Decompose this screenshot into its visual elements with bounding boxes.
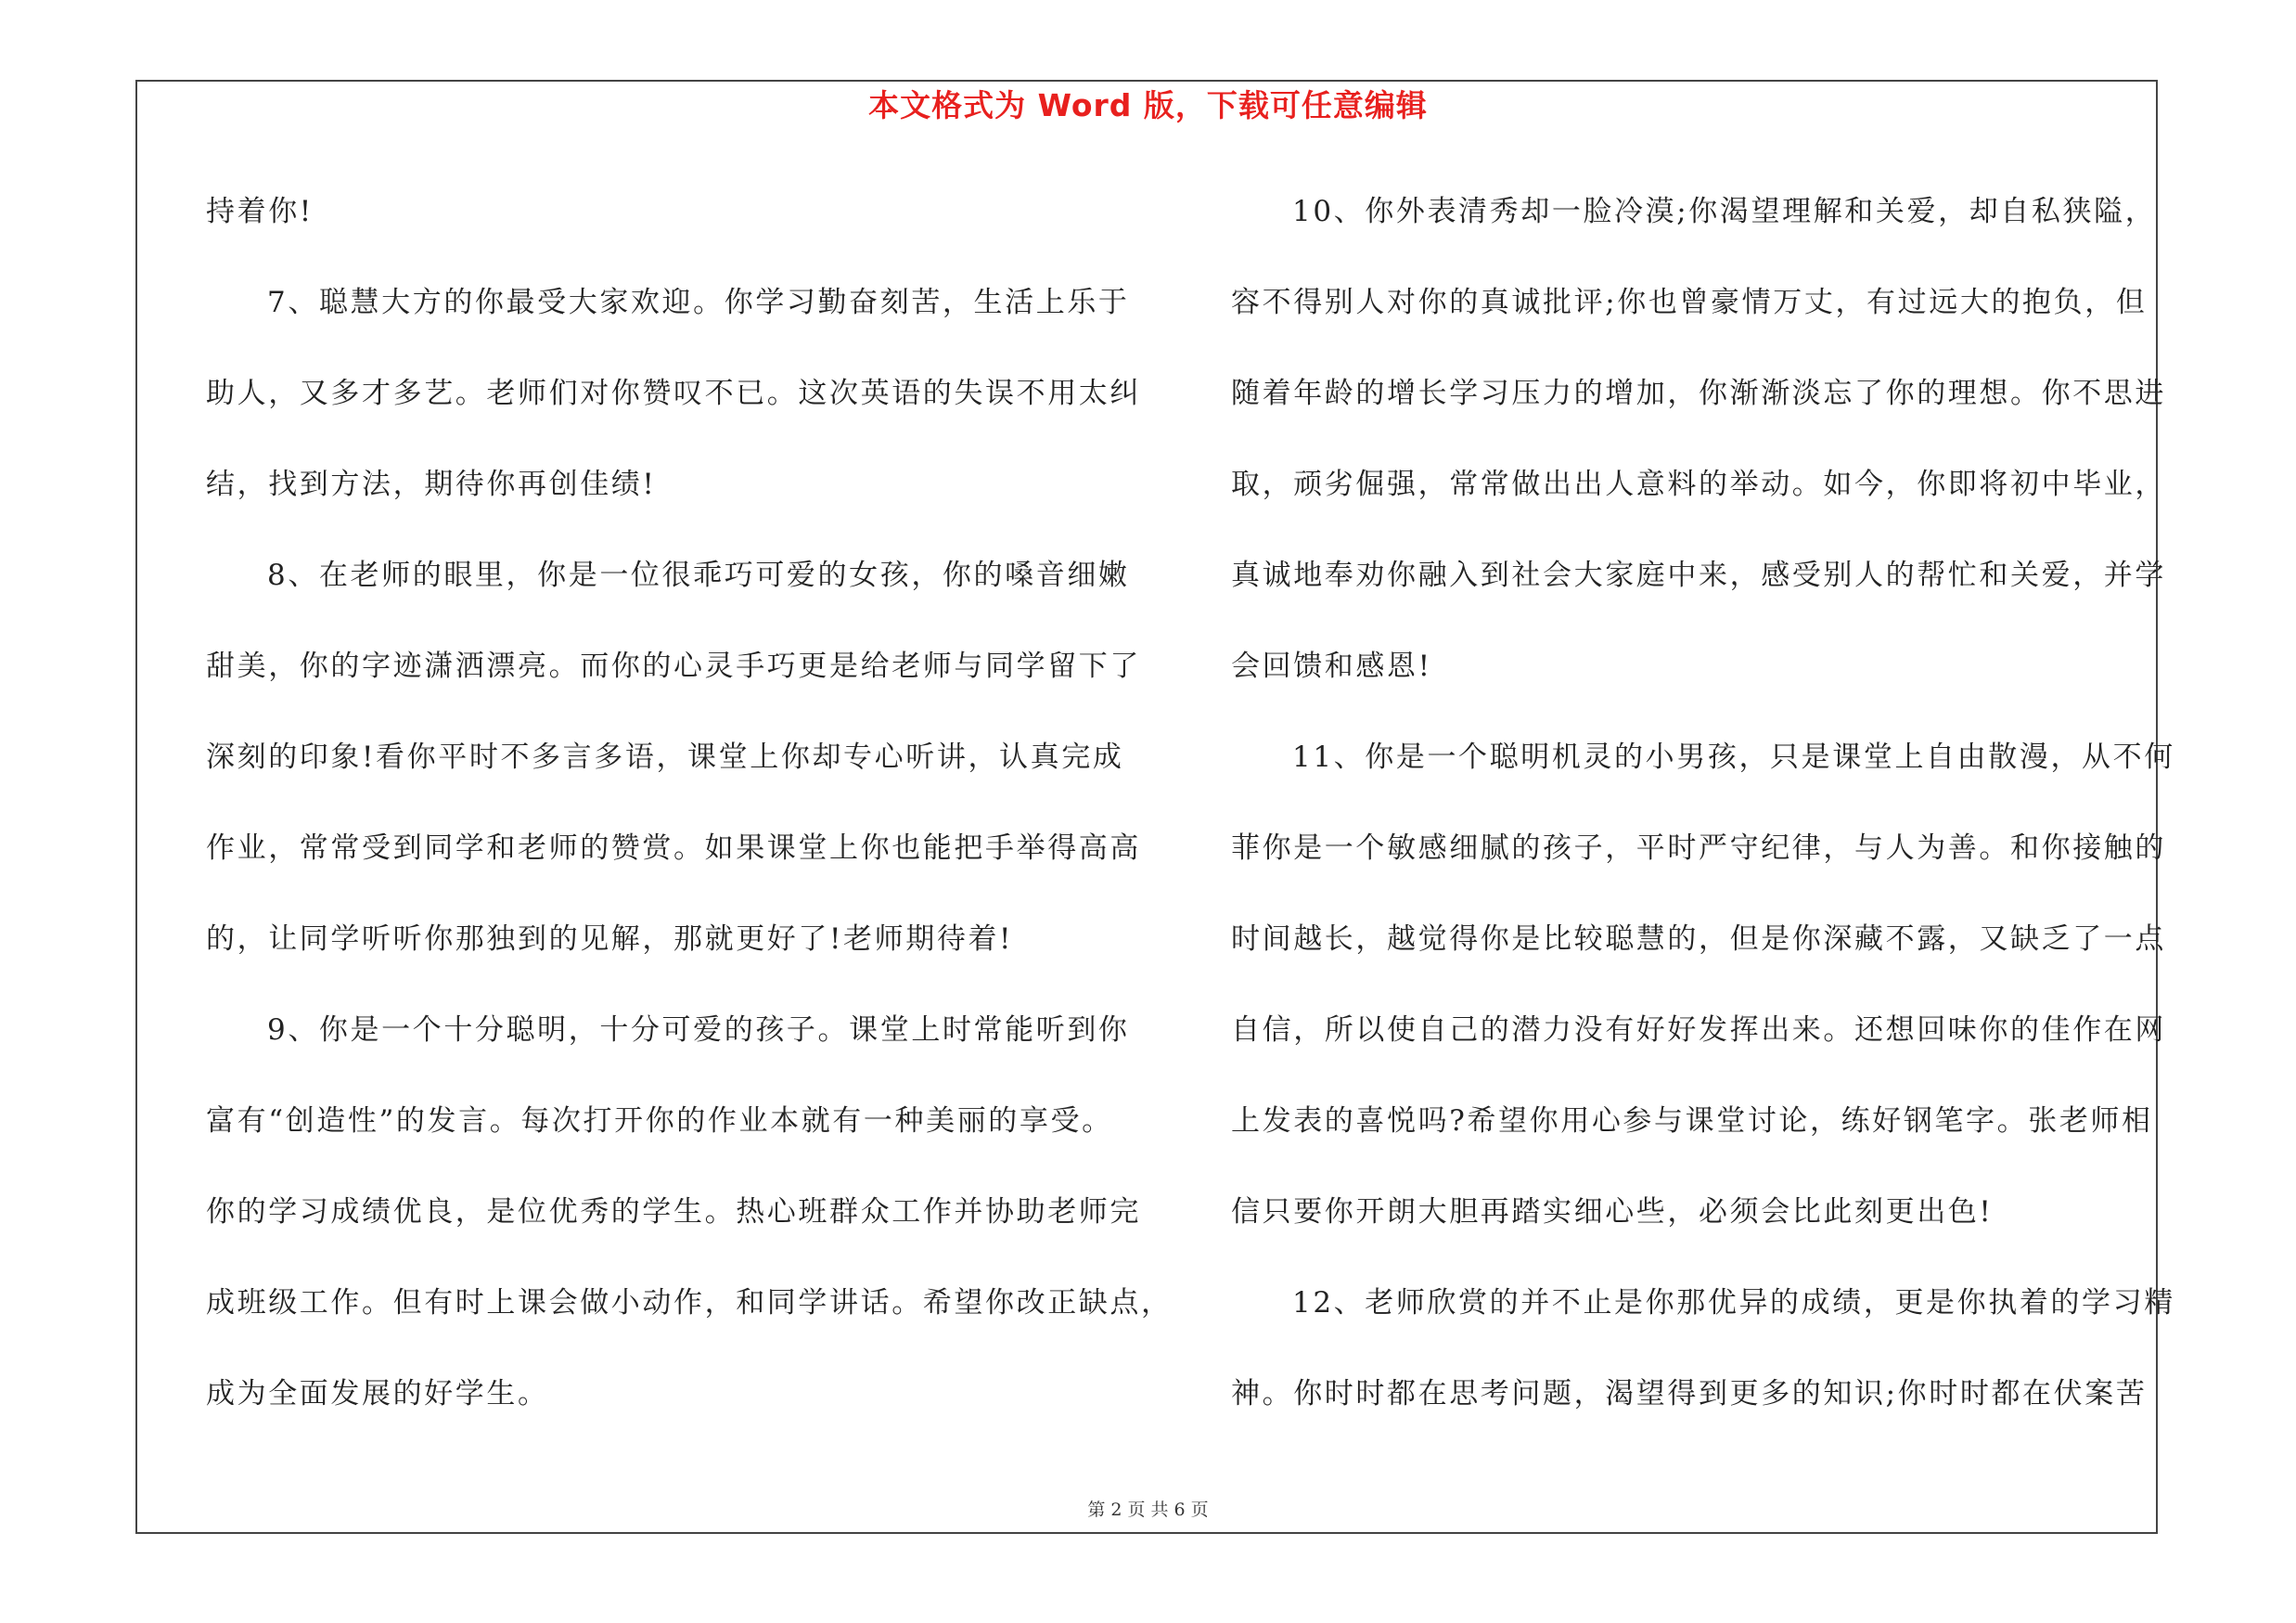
text-line: 菲你是一个敏感细腻的孩子，平时严守纪律，与人为善。和你接触的 [1231, 831, 2166, 865]
text-line: 持着你! [206, 195, 314, 228]
text-line: 会回馈和感恩! [1231, 650, 1432, 683]
text-line: 深刻的印象!看你平时不多言多语，课堂上你却专心听讲，认真完成 [206, 741, 1124, 774]
text-line: 成班级工作。但有时上课会做小动作，和同学讲话。希望你改正缺点， [206, 1286, 1173, 1320]
text-line: 结，找到方法，期待你再创佳绩! [206, 468, 657, 501]
text-line: 11、你是一个聪明机灵的小男孩，只是课堂上自由散漫，从不何 [1292, 741, 2175, 774]
text-line: 8、在老师的眼里，你是一位很乖巧可爱的女孩，你的嗓音细嫩 [267, 559, 1130, 592]
header-banner: 本文格式为 Word 版，下载可任意编辑 [868, 87, 1428, 123]
text-line: 上发表的喜悦吗?希望你用心参与课堂讨论，练好钢笔字。张老师相 [1231, 1104, 2153, 1138]
text-line: 信只要你开朗大胆再踏实细心些，必须会比此刻更出色! [1231, 1195, 1994, 1229]
text-line: 甜美，你的字迹潇洒漂亮。而你的心灵手巧更是给老师与同学留下了 [206, 650, 1141, 683]
text-line: 7、聪慧大方的你最受大家欢迎。你学习勤奋刻苦，生活上乐于 [267, 286, 1130, 319]
text-line: 12、老师欣赏的并不止是你那优异的成绩，更是你执着的学习精 [1292, 1286, 2175, 1320]
text-line: 助人，又多才多艺。老师们对你赞叹不已。这次英语的失误不用太纠 [206, 377, 1141, 410]
text-line: 富有“创造性”的发言。每次打开你的作业本就有一种美丽的享受。 [206, 1104, 1113, 1138]
text-line: 取，顽劣倔强，常常做出出人意料的举动。如今，你即将初中毕业， [1231, 468, 2166, 501]
text-line: 随着年龄的增长学习压力的增加，你渐渐淡忘了你的理想。你不思进 [1231, 377, 2166, 410]
text-line: 自信，所以使自己的潜力没有好好发挥出来。还想回味你的佳作在网 [1231, 1013, 2166, 1047]
text-line: 成为全面发展的好学生。 [206, 1377, 549, 1410]
text-line: 你的学习成绩优良，是位优秀的学生。热心班群众工作并协助老师完 [206, 1195, 1141, 1229]
text-line: 9、你是一个十分聪明，十分可爱的孩子。课堂上时常能听到你 [267, 1013, 1130, 1047]
left-text-column [206, 182, 1173, 1455]
text-line: 的，让同学听听你那独到的见解，那就更好了!老师期待着! [206, 922, 1014, 956]
page-number-footer: 第 2 页 共 6 页 [1087, 1500, 1209, 1520]
text-line: 真诚地奉劝你融入到社会大家庭中来，感受别人的帮忙和关爱，并学 [1231, 559, 2166, 592]
text-line: 10、你外表清秀却一脸冷漠;你渴望理解和关爱，却自私狭隘， [1292, 195, 2157, 228]
text-line: 神。你时时都在思考问题，渴望得到更多的知识;你时时都在伏案苦 [1231, 1377, 2148, 1410]
right-text-column [1231, 182, 2175, 1455]
text-line: 时间越长，越觉得你是比较聪慧的，但是你深藏不露，又缺乏了一点 [1231, 922, 2166, 956]
text-line: 容不得别人对你的真诚批评;你也曾豪情万丈，有过远大的抱负，但 [1231, 286, 2148, 319]
text-line: 作业，常常受到同学和老师的赞赏。如果课堂上你也能把手举得高高 [206, 831, 1141, 865]
